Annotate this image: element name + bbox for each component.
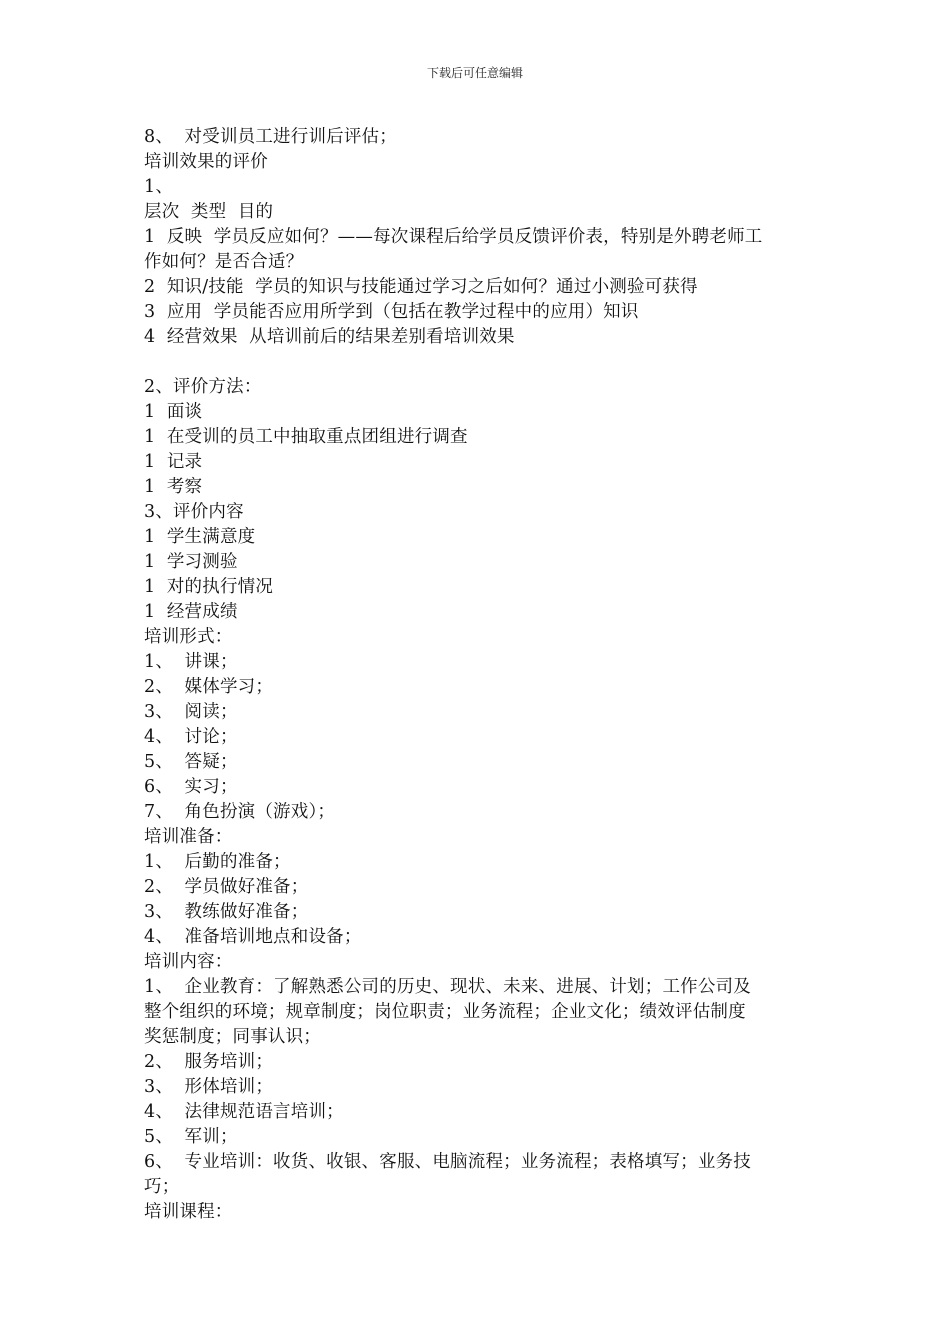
text-line: 2 知识/技能 学员的知识与技能通过学习之后如何？通过小测验可获得 [144, 277, 698, 297]
text-line: 1 反映 学员反应如何？——每次课程后给学员反馈评价表，特别是外聘老师工 [144, 227, 763, 247]
text-line: 巧； [144, 1177, 180, 1197]
text-line: 1 在受训的员工中抽取重点团组进行调查 [144, 427, 468, 447]
text-line: 培训课程： [144, 1202, 233, 1222]
text-line: 2、 学员做好准备； [144, 877, 309, 897]
text-line: 1、 企业教育：了解熟悉公司的历史、现状、未来、进展、计划；工作公司及 [144, 977, 751, 997]
text-line: 6、 专业培训：收货、收银、客服、电脑流程；业务流程；表格填写；业务技 [144, 1152, 751, 1172]
text-line: 1 学习测验 [144, 552, 238, 572]
text-line: 3、 教练做好准备； [144, 902, 309, 922]
blank-line [144, 350, 814, 375]
text-line: 1 经营成绩 [144, 602, 238, 622]
text-line: 2、 媒体学习； [144, 677, 274, 697]
document-body [144, 125, 814, 1225]
text-line: 3 应用 学员能否应用所学到（包括在教学过程中的应用）知识 [144, 302, 639, 322]
text-line: 7、 角色扮演（游戏）； [144, 802, 336, 822]
text-line: 1 记录 [144, 452, 203, 472]
text-line: 4 经营效果 从培训前后的结果差别看培训效果 [144, 327, 515, 347]
text-line: 整个组织的环境；规章制度；岗位职责；业务流程；企业文化；绩效评估制度 [144, 1002, 746, 1022]
text-line: 培训形式： [144, 627, 233, 647]
text-line: 1 学生满意度 [144, 527, 256, 547]
text-line: 1 面谈 [144, 402, 203, 422]
text-line: 5、 答疑； [144, 752, 238, 772]
text-line: 培训内容： [144, 952, 233, 972]
text-line: 1、 [144, 177, 174, 197]
text-line: 1、 讲课； [144, 652, 238, 672]
text-line: 3、 形体培训； [144, 1077, 274, 1097]
text-line: 8、 对受训员工进行训后评估； [144, 127, 397, 147]
text-line: 4、 法律规范语言培训； [144, 1102, 344, 1122]
text-line: 4、 准备培训地点和设备； [144, 927, 362, 947]
text-line: 4、 讨论； [144, 727, 238, 747]
text-line: 3、评价内容 [144, 502, 244, 522]
text-line: 2、 服务培训； [144, 1052, 274, 1072]
text-line: 5、 军训； [144, 1127, 238, 1147]
text-line: 1、 后勤的准备； [144, 852, 291, 872]
header-note: 下载后可任意编辑 [426, 66, 523, 80]
text-line: 培训准备： [144, 827, 233, 847]
text-line: 1 对的执行情况 [144, 577, 274, 597]
text-line: 奖惩制度；同事认识； [144, 1027, 321, 1047]
text-line: 层次 类型 目的 [144, 202, 274, 222]
text-line: 1 考察 [144, 477, 203, 497]
text-line: 2、评价方法： [144, 377, 262, 397]
text-line: 作如何？是否合适？ [144, 252, 304, 272]
text-line: 3、 阅读； [144, 702, 238, 722]
text-line: 6、 实习； [144, 777, 238, 797]
text-line: 培训效果的评价 [144, 152, 268, 172]
